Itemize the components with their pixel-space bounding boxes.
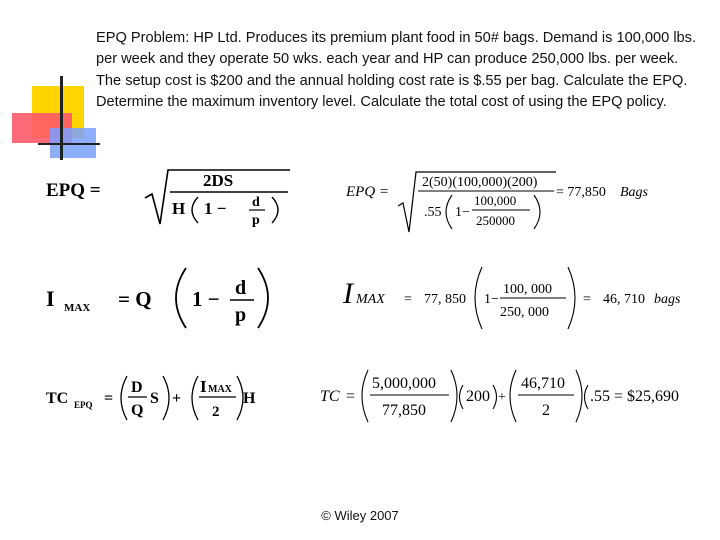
epq-calc-result: = 77,850 (556, 185, 606, 200)
tc-plus: + (172, 390, 182, 407)
tc-calc-lhs: TC (320, 388, 340, 405)
tc-right-paren-1 (163, 376, 169, 420)
epq-formula (46, 170, 290, 228)
tc-calc-left-paren-2 (510, 370, 516, 422)
tc-two: 2 (212, 404, 220, 420)
tc-calc-left-paren-1 (362, 370, 368, 422)
tc-left-paren-1 (121, 376, 127, 420)
epq-calc-unit: Bags (620, 185, 648, 200)
epq-calc-left-paren (446, 195, 452, 229)
tc-q: Q (131, 402, 144, 419)
epq-calc-lhs: EPQ = (346, 184, 390, 200)
epq-calculation (345, 172, 649, 232)
tc-calc-h: .55 (590, 388, 610, 405)
tc-formula (46, 376, 256, 420)
tc-lhs: TC (46, 390, 69, 407)
epq-left-paren (192, 197, 198, 223)
tc-d: D (131, 379, 143, 396)
epq-calc-inner-den: 250000 (476, 213, 515, 228)
imax-one: 1 − (192, 287, 220, 311)
tc-imax-i: I (200, 377, 207, 396)
imax-lhs-i: I (46, 286, 55, 311)
tc-calc-right-paren-1 (451, 370, 457, 422)
imax-calc-one: 1− (484, 292, 499, 307)
imax-left-paren (176, 268, 186, 328)
tc-calc-right-paren-s (493, 385, 497, 409)
tc-calc-result: = $25,690 (614, 388, 680, 405)
epq-calc-den-h: .55 (424, 205, 442, 220)
imax-calc-result: 46, 710 (603, 292, 645, 307)
imax-calc-left-paren (475, 267, 482, 329)
imax-lhs-eq: = Q (118, 287, 152, 311)
tc-calc-eq: = (346, 388, 356, 405)
footer (0, 508, 720, 523)
epq-calc-right-paren (534, 195, 540, 229)
epq-den-p: p (252, 213, 260, 228)
epq-den-d: d (252, 195, 260, 210)
tc-calc-right-paren-2 (576, 370, 582, 422)
imax-p: p (235, 304, 247, 326)
imax-lhs-sub: MAX (64, 302, 91, 314)
imax-calc-q: 77, 850 (424, 292, 466, 307)
imax-calc-sub: MAX (356, 292, 385, 307)
imax-calc-result-eq: = (583, 292, 591, 307)
tc-lhs-sub: EPQ (74, 400, 93, 410)
imax-d: d (235, 277, 247, 299)
epq-calc-inner-num: 100,000 (474, 193, 517, 208)
imax-calc-eq: = (404, 292, 412, 307)
tc-calc-left-paren-h (585, 385, 589, 409)
imax-calc-unit: bags (654, 292, 681, 307)
copyright-symbol: © (321, 508, 331, 523)
tc-s: S (150, 390, 159, 407)
tc-calc-den1: 77,850 (382, 402, 426, 419)
imax-calc-inner-num: 100, 000 (503, 282, 552, 297)
imax-calc-i: I (343, 277, 353, 310)
problem-text: HP Ltd. Produces its premium plant food in 50# bags. Demand is 100,000 lbs. per week and they operate 50 wks. each year and HP can produce 250,000 lbs. per week. The setup cost is $200 and the annual holding cost rate is $.55 per bag. Calculate the EPQ. Determine the maximum inventory level. Calculate the total cost of using the EPQ policy. (96, 30, 697, 111)
tc-imax-sub: MAX (208, 384, 232, 395)
tc-calc-s: 200 (466, 388, 490, 405)
tc-left-paren-2 (192, 376, 198, 420)
epq-den-h: H (172, 199, 186, 218)
epq-numerator: 2DS (203, 171, 234, 190)
epq-lhs: EPQ = (46, 180, 101, 201)
epq-calc-den-one: 1− (455, 205, 470, 220)
imax-calc-inner-den: 250, 000 (500, 305, 549, 320)
problem-label: EPQ Problem: (96, 30, 190, 46)
epq-calc-numerator: 2(50)(100,000)(200) (422, 175, 538, 190)
tc-calc-plus: + (498, 390, 506, 405)
tc-h: H (243, 390, 256, 407)
epq-den-one: 1 − (204, 199, 227, 218)
imax-calc-right-paren (568, 267, 575, 329)
imax-right-paren (258, 268, 268, 328)
tc-calc-left-paren-s (460, 385, 464, 409)
tc-eq: = (104, 390, 114, 407)
tc-calc-num1: 5,000,000 (372, 375, 436, 392)
footer-text: Wiley 2007 (334, 508, 399, 523)
imax-calculation (342, 267, 681, 329)
tc-calc-den2: 2 (542, 402, 550, 419)
tc-calc-num2: 46,710 (521, 375, 565, 392)
tc-calculation (320, 370, 679, 422)
epq-right-paren (272, 197, 278, 223)
imax-formula (46, 268, 268, 328)
